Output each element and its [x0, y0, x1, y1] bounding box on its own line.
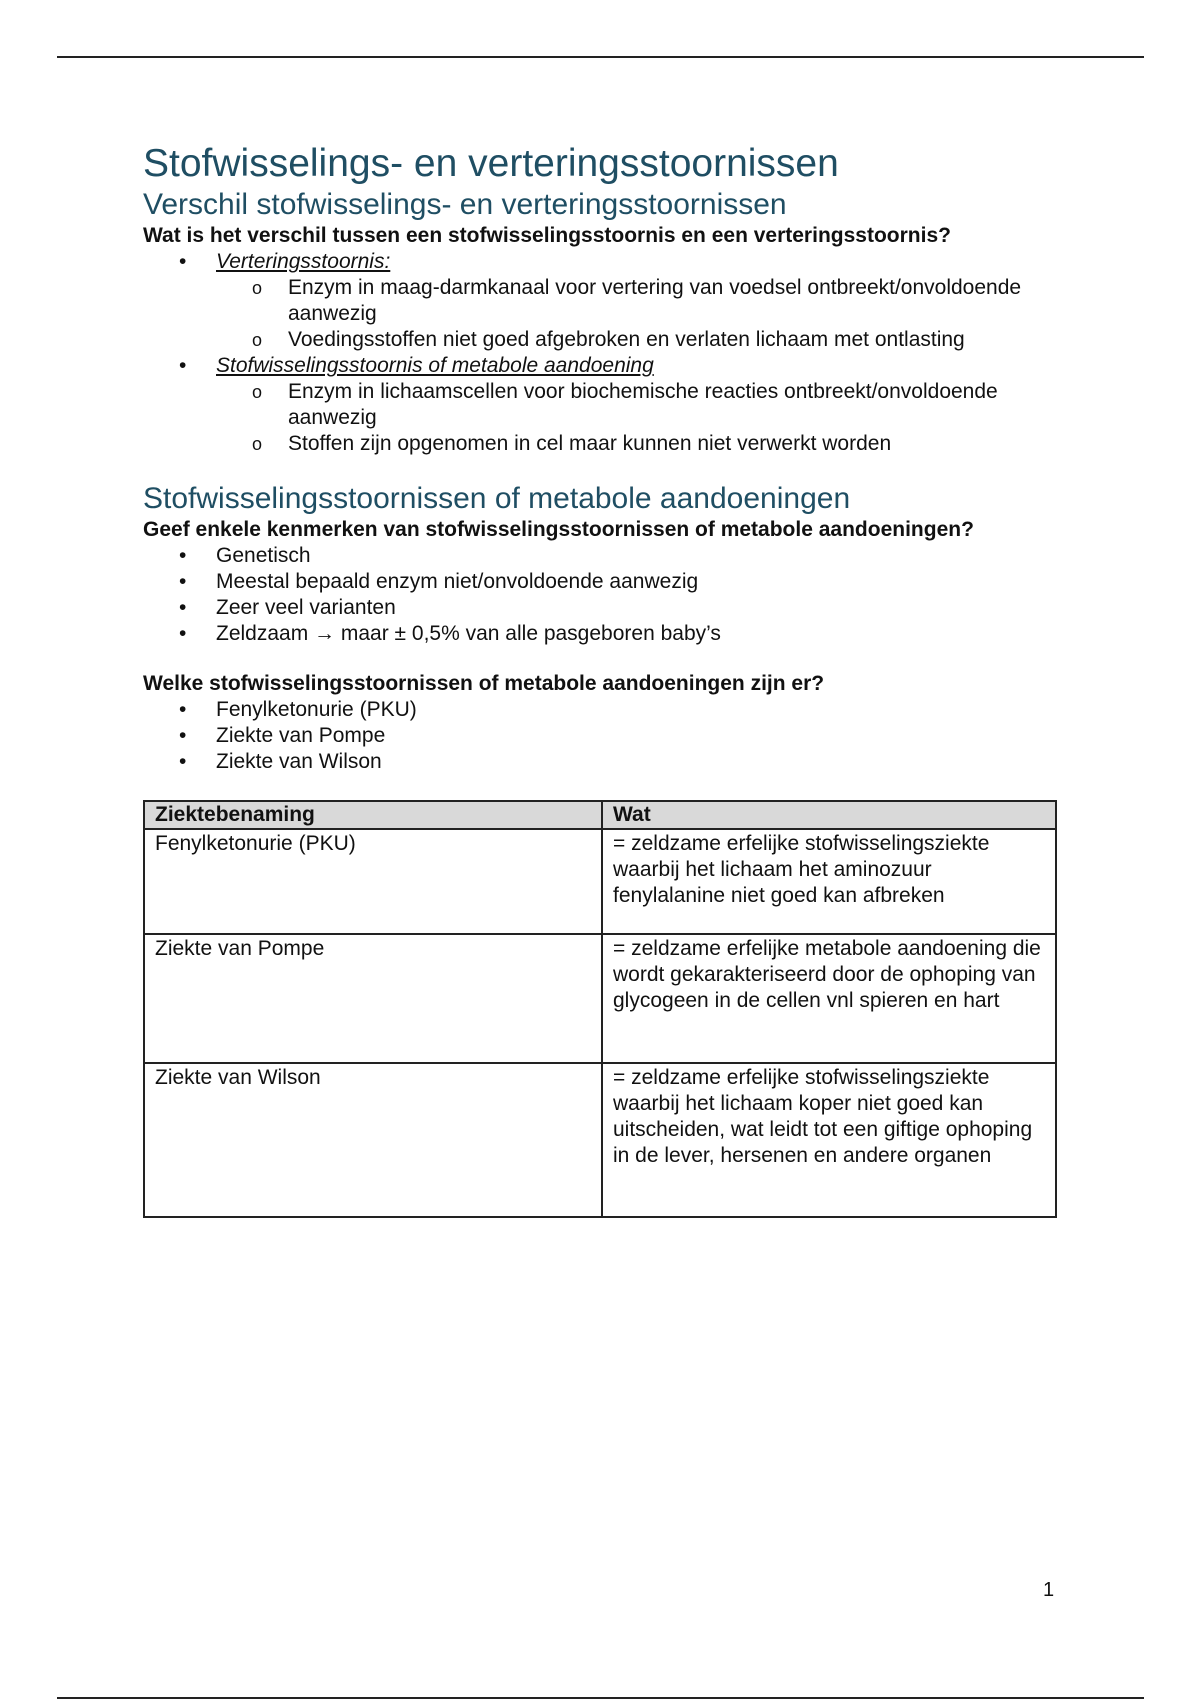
document-title: Stofwisselings- en verteringsstoornissen: [143, 142, 839, 185]
list-item: [143, 249, 1063, 353]
section1-question: Wat is het verschil tussen een stofwisselingsstoornis en een verteringsstoornis?: [143, 224, 951, 247]
table-cell-description: = zeldzame erfelijke stofwisselingsziekte waarbij het lichaam koper niet goed kan uitscheiden, wat leidt tot een giftige ophoping in de lever, hersenen en andere organen: [602, 1063, 1056, 1217]
column-header-wat: Wat: [602, 801, 1056, 829]
sub-list: [216, 275, 1063, 353]
section2-question-kenmerken: Geef enkele kenmerken van stofwisselingsstoornissen of metabole aandoeningen?: [143, 518, 974, 541]
table-cell-name: Fenylketonurie (PKU): [144, 829, 602, 934]
table-cell-description: = zeldzame erfelijke stofwisselingsziekte waarbij het lichaam het aminozuur fenylalanine niet goed kan afbreken: [602, 829, 1056, 934]
table-cell-description: = zeldzame erfelijke metabole aandoening die wordt gekarakteriseerd door de ophoping van glycogeen in de cellen vnl spieren en hart: [602, 934, 1056, 1063]
table-row: [144, 934, 1056, 1063]
list-item: • Ziekte van Wilson: [143, 749, 1063, 775]
list-item: • Genetisch: [143, 543, 1063, 569]
footer-rule: [57, 1697, 1144, 1699]
sub-list-item: o Stoffen zijn opgenomen in cel maar kunnen niet verwerkt worden: [216, 431, 1048, 457]
list-item: • Zeer veel varianten: [143, 595, 1063, 621]
list-item: • Zeldzaam → maar ± 0,5% van alle pasgeboren baby’s: [143, 621, 1063, 647]
column-header-ziektebenaming: Ziektebenaming: [144, 801, 602, 829]
item-label: Verteringsstoornis:: [216, 250, 391, 273]
table-row: [144, 1063, 1056, 1217]
page-number: 1: [1043, 1579, 1055, 1601]
item-label: Stofwisselingsstoornis of metabole aandoening: [216, 354, 654, 377]
aandoeningen-list: [143, 697, 1063, 775]
section1-list: [143, 249, 1063, 457]
document-body: [143, 141, 1063, 1218]
section1-heading: Verschil stofwisselings- en verteringsstoornissen: [143, 188, 787, 221]
header-rule: [57, 56, 1144, 58]
list-item: [143, 353, 1063, 457]
table-cell-name: Ziekte van Wilson: [144, 1063, 602, 1217]
sub-list: [216, 379, 1063, 457]
table-header-row: [144, 801, 1056, 829]
table-cell-name: Ziekte van Pompe: [144, 934, 602, 1063]
list-item: • Meestal bepaald enzym niet/onvoldoende aanwezig: [143, 569, 1063, 595]
kenmerken-list: [143, 543, 1063, 647]
table-row: [144, 829, 1056, 934]
sub-list-item: o Voedingsstoffen niet goed afgebroken en verlaten lichaam met ontlasting: [216, 327, 1048, 353]
sub-list-item: o Enzym in lichaamscellen voor biochemische reacties ontbreekt/onvoldoende aanwezig: [216, 379, 1048, 431]
section2-heading: Stofwisselingsstoornissen of metabole aandoeningen: [143, 482, 851, 515]
sub-list-item: o Enzym in maag-darmkanaal voor vertering van voedsel ontbreekt/onvoldoende aanwezig: [216, 275, 1048, 327]
list-item: • Ziekte van Pompe: [143, 723, 1063, 749]
section2-question-aandoeningen: Welke stofwisselingsstoornissen of metabole aandoeningen zijn er?: [143, 672, 825, 695]
ziekte-table: [143, 800, 1057, 1218]
list-item: • Fenylketonurie (PKU): [143, 697, 1063, 723]
